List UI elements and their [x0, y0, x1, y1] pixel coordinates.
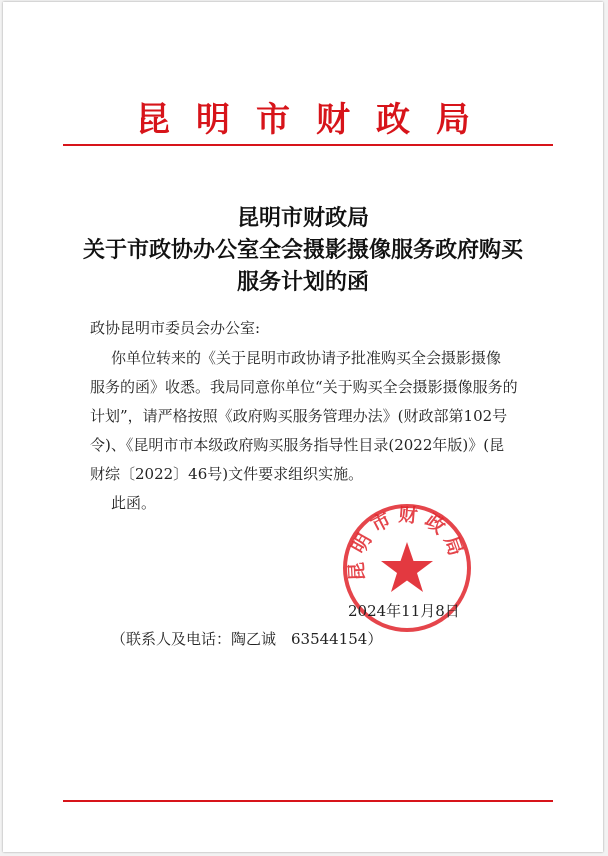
body-line: 计划”，请严格按照《政府购买服务管理办法》(财政部第102号: [90, 407, 508, 425]
body-line: 你单位转来的《关于昆明市政协请予批准购买全会摄影摄像: [111, 349, 502, 367]
contact-info: （联系人及电话：陶乙诚 63544154）: [111, 630, 383, 648]
star-icon: [381, 542, 433, 592]
closing: 此函。: [111, 494, 157, 512]
seal-text: 昆明市财政局: [345, 503, 469, 582]
org-header: 昆明市财政局: [136, 100, 496, 140]
document-title-line-2: 关于市政协办公室全会摄影摄像服务政府购买: [82, 237, 523, 263]
body-line: 服务的函》收悉。我局同意你单位“关于购买全会摄影摄像服务的: [90, 378, 518, 396]
salutation: 政协昆明市委员会办公室:: [90, 319, 261, 337]
header-rule: [63, 144, 553, 146]
body-line: 财综〔2022〕46号)文件要求组织实施。: [90, 465, 364, 483]
date: 2024年11月8日: [348, 602, 460, 620]
document-title-line-3: 服务计划的函: [236, 269, 369, 295]
document-page: [3, 2, 603, 852]
body-line: 令)、《昆明市市本级政府购买服务指导性目录(2022年版)》(昆: [90, 436, 505, 454]
footer-rule: [63, 800, 553, 802]
document-title-line-1: 昆明市财政局: [236, 205, 369, 231]
